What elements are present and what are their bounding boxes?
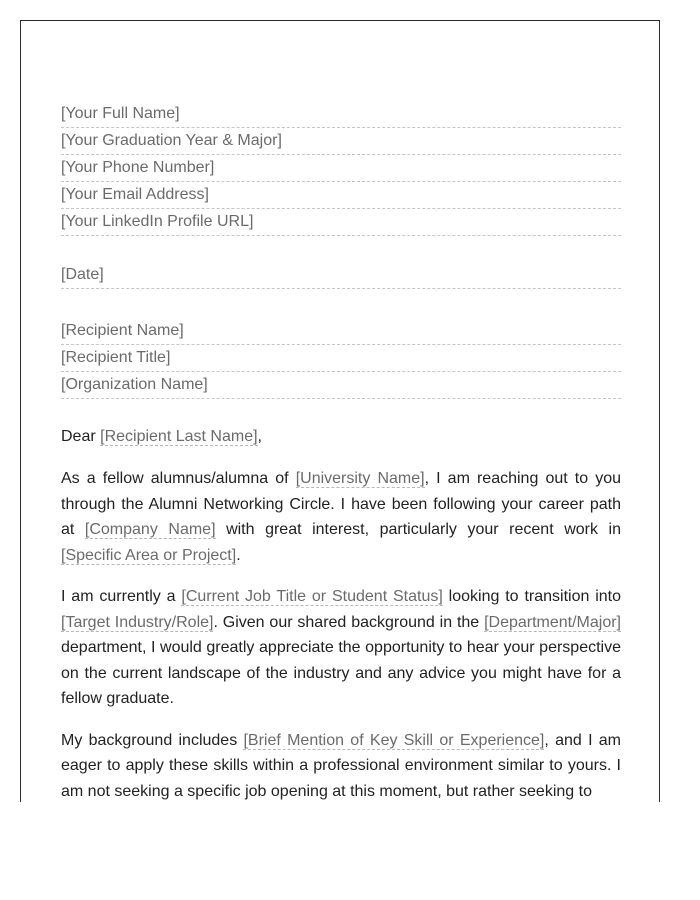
letter-content bbox=[61, 101, 621, 802]
sender-email-field[interactable]: [Your Email Address] bbox=[61, 182, 621, 209]
sender-full-name-field[interactable]: [Your Full Name] bbox=[61, 101, 621, 128]
salutation bbox=[61, 424, 621, 450]
spacer bbox=[61, 289, 621, 318]
paragraph-text: I am currently a bbox=[61, 588, 182, 605]
sender-linkedin-field[interactable]: [Your LinkedIn Profile URL] bbox=[61, 209, 621, 236]
recipient-last-name-field[interactable]: [Recipient Last Name] bbox=[100, 428, 258, 445]
specific-area-field[interactable]: [Specific Area or Project] bbox=[61, 546, 237, 564]
key-skill-field[interactable]: [Brief Mention of Key Skill or Experience] bbox=[243, 731, 545, 749]
paragraph-text: , and I am eager to apply these skills within a professional environment similar to yours. I am not seeking a specific job opening at this moment, but rather seeking to bbox=[61, 731, 622, 800]
paragraph-text: . bbox=[236, 546, 241, 564]
current-status-field[interactable]: [Current Job Title or Student Status] bbox=[181, 588, 443, 605]
sender-graduation-field[interactable]: [Your Graduation Year & Major] bbox=[61, 128, 621, 155]
salutation-prefix: Dear bbox=[61, 428, 101, 445]
paragraph-2 bbox=[61, 584, 621, 712]
department-field[interactable]: [Department/Major] bbox=[484, 613, 621, 631]
recipient-block bbox=[61, 318, 621, 399]
paragraph-text: looking to transition into bbox=[442, 588, 622, 605]
recipient-name-field[interactable]: [Recipient Name] bbox=[61, 318, 621, 345]
paragraph-3 bbox=[61, 728, 621, 803]
spacer bbox=[61, 236, 621, 262]
sender-phone-field[interactable]: [Your Phone Number] bbox=[61, 155, 621, 182]
organization-name-field[interactable]: [Organization Name] bbox=[61, 372, 621, 399]
sender-block bbox=[61, 101, 621, 236]
paragraph-text: department, I would greatly appreciate the opportunity to hear your perspective on the current landscape of the industry and any advice you might have for a fellow graduate. bbox=[61, 639, 621, 707]
company-name-field[interactable]: [Company Name] bbox=[84, 521, 216, 538]
paragraph-text: , I am reaching out to you through the Alumni Networking Circle. I have been following your career path at bbox=[61, 470, 622, 538]
paragraph-text: with great interest, particularly your recent work in bbox=[215, 521, 621, 538]
paragraph-text: As a fellow alumnus/alumna of bbox=[61, 470, 296, 487]
salutation-suffix: , bbox=[257, 428, 262, 445]
paragraph-1 bbox=[61, 466, 621, 568]
date-field[interactable]: [Date] bbox=[61, 262, 621, 289]
target-role-field[interactable]: [Target Industry/Role] bbox=[61, 613, 214, 631]
university-name-field[interactable]: [University Name] bbox=[295, 470, 425, 487]
recipient-title-field[interactable]: [Recipient Title] bbox=[61, 345, 621, 372]
letter-page bbox=[20, 20, 660, 802]
paragraph-text: . Given our shared background in the bbox=[213, 613, 485, 631]
paragraph-text: My background includes bbox=[61, 731, 244, 749]
